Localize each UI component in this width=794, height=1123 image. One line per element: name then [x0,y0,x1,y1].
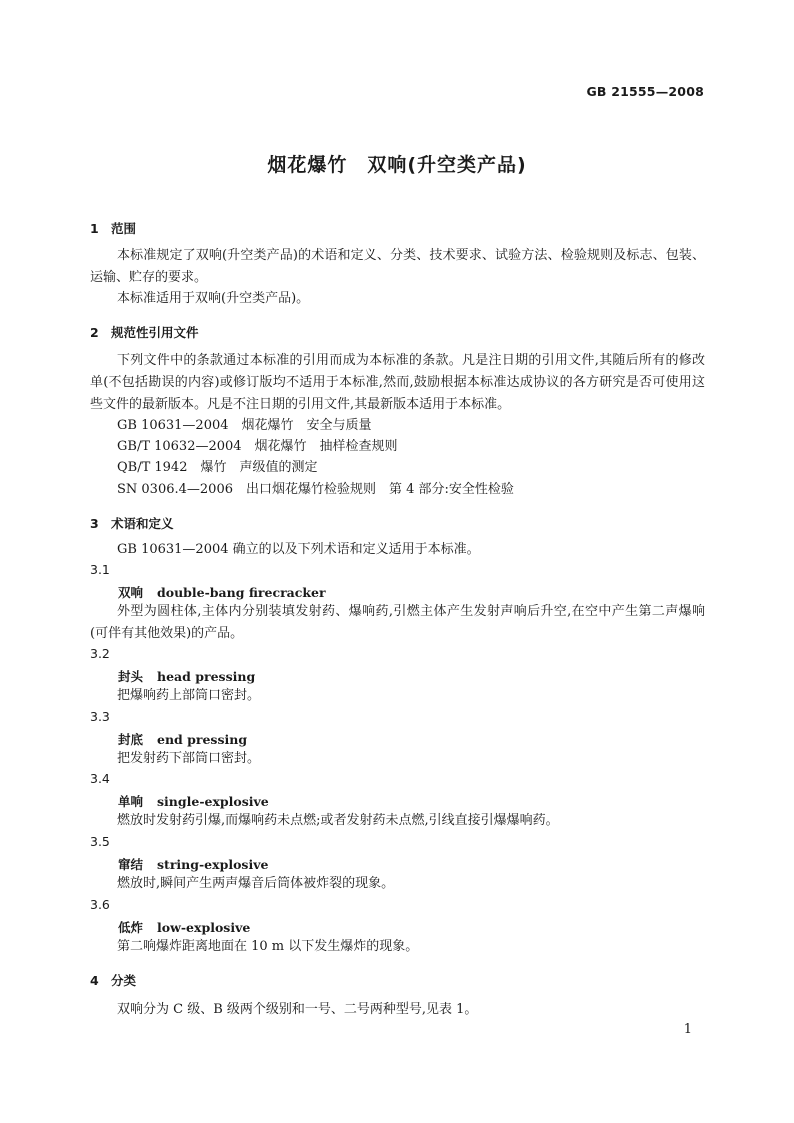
term-zh: 窜结 [118,857,144,872]
term-definition: 把发射药下部筒口密封。 [117,751,261,766]
term-definition: 燃放时发射药引爆,而爆响药未点燃;或者发射药未点燃,引线直接引爆爆响药。 [117,813,559,828]
section-number: 2 [90,325,99,340]
term-heading [118,792,269,810]
term-number: 3.3 [90,709,110,724]
paragraph: GB 10631—2004 确立的以及下列术语和定义适用于本标准。 [117,542,480,557]
section-title: 范围 [111,221,137,236]
term-definition: 外型为圆柱体,主体内分别装填发射药、爆响药,引燃主体产生发射声响后升空,在空中产生第二声爆响(可伴有其他效果)的产品。 [90,604,705,641]
term-definition: 第二响爆炸距离地面在 10 m 以下发生爆炸的现象。 [117,939,419,954]
term-zh: 封底 [118,732,144,747]
term-number: 3.1 [90,562,110,577]
reference-item: QB/T 1942 爆竹 声级值的测定 [117,460,318,475]
section-number: 1 [90,221,99,236]
term-zh: 单响 [118,794,144,809]
term-zh: 封头 [118,669,144,684]
term-zh: 双响 [118,585,144,600]
term-en: low-explosive [157,920,251,935]
term-definition: 燃放时,瞬间产生两声爆音后筒体被炸裂的现象。 [117,876,395,891]
reference-item: SN 0306.4—2006 出口烟花爆竹检验规则 第 4 部分:安全性检验 [117,482,514,497]
section-2-heading [90,323,199,341]
section-title: 术语和定义 [111,516,174,531]
section-title: 分类 [111,973,137,988]
term-heading [118,667,255,685]
page-number: 1 [683,1022,692,1037]
term-heading [118,730,247,748]
reference-item: GB 10631—2004 烟花爆竹 安全与质量 [117,418,372,433]
term-number: 3.5 [90,834,110,849]
term-number: 3.2 [90,646,110,661]
paragraph: 本标准规定了双响(升空类产品)的术语和定义、分类、技术要求、试验方法、检验规则及标志、包装、运输、贮存的要求。 [90,248,705,285]
term-en: single-explosive [157,794,269,809]
section-3-heading [90,514,174,532]
document-title: 烟花爆竹 双响(升空类产品) [267,154,527,176]
section-title: 规范性引用文件 [111,325,199,340]
term-number: 3.6 [90,897,110,912]
section-number: 4 [90,973,99,988]
term-zh: 低炸 [118,920,144,935]
reference-item: GB/T 10632—2004 烟花爆竹 抽样检查规则 [117,439,398,454]
term-en: string-explosive [157,857,269,872]
section-number: 3 [90,516,99,531]
paragraph: 本标准适用于双响(升空类产品)。 [117,291,310,306]
term-en: double-bang firecracker [157,585,326,600]
section-4-heading [90,971,136,989]
term-en: head pressing [157,669,256,684]
term-heading [118,918,250,936]
section-1-heading [90,219,136,237]
term-definition: 把爆响药上部筒口密封。 [117,688,261,703]
paragraph: 双响分为 C 级、B 级两个级别和一号、二号两种型号,见表 1。 [117,1002,478,1017]
term-heading [118,583,326,601]
standard-code: GB 21555—2008 [586,84,704,99]
paragraph: 下列文件中的条款通过本标准的引用而成为本标准的条款。凡是注日期的引用文件,其随后所有的修改单(不包括勘误的内容)或修订版均不适用于本标准,然而,鼓励根据本标准达成协议的各方研究是否可使用这些文件的最新版本。凡是不注日期的引用文件,其最新版本适用于本标准。 [90,353,705,412]
term-heading [118,855,268,873]
term-number: 3.4 [90,771,110,786]
term-en: end pressing [157,732,248,747]
